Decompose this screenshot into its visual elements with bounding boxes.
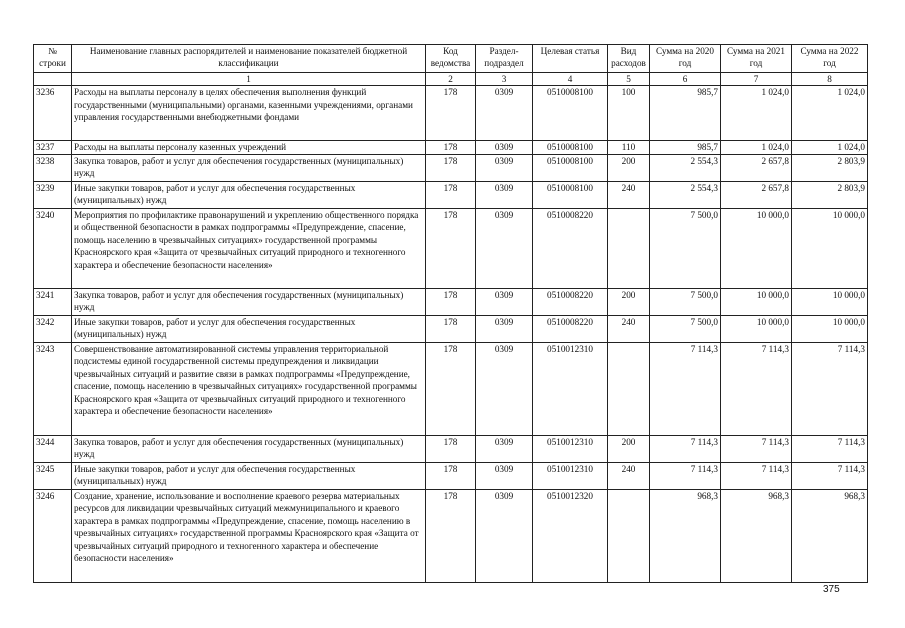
column-number-row [34, 73, 868, 86]
table-row [34, 288, 868, 315]
row-target: 0510012320 [533, 489, 608, 582]
row-section: 0309 [476, 208, 533, 288]
column-number-blank [34, 73, 72, 86]
row-number: 3238 [34, 154, 72, 181]
column-number: 1 [72, 73, 426, 86]
row-sum-2022: 7 114,3 [792, 462, 868, 489]
table-row [34, 342, 868, 435]
row-section: 0309 [476, 435, 533, 462]
row-sum-2021: 1 024,0 [721, 141, 792, 155]
row-section: 0309 [476, 288, 533, 315]
table-row [34, 181, 868, 208]
table-row [34, 86, 868, 141]
row-sum-2022: 7 114,3 [792, 342, 868, 435]
row-sum-2022: 7 114,3 [792, 435, 868, 462]
row-sum-2021: 10 000,0 [721, 288, 792, 315]
row-type: 240 [608, 181, 650, 208]
row-sum-2020: 985,7 [650, 141, 721, 155]
row-type [608, 208, 650, 288]
row-sum-2020: 7 114,3 [650, 435, 721, 462]
table-header-row [34, 45, 868, 73]
row-type [608, 342, 650, 435]
table-row [34, 462, 868, 489]
row-target: 0510012310 [533, 435, 608, 462]
row-target: 0510008220 [533, 315, 608, 342]
table-row [34, 208, 868, 288]
row-section: 0309 [476, 181, 533, 208]
table-body [34, 86, 868, 583]
row-code: 178 [426, 86, 476, 141]
column-number: 7 [721, 73, 792, 86]
row-code: 178 [426, 315, 476, 342]
row-name: Закупка товаров, работ и услуг для обеспечения государственных (муниципальных) нужд [72, 154, 426, 181]
row-number: 3246 [34, 489, 72, 582]
table-row [34, 489, 868, 582]
row-sum-2020: 985,7 [650, 86, 721, 141]
row-type: 200 [608, 435, 650, 462]
row-number: 3243 [34, 342, 72, 435]
table-row [34, 141, 868, 155]
row-section: 0309 [476, 489, 533, 582]
row-sum-2020: 968,3 [650, 489, 721, 582]
row-sum-2022: 10 000,0 [792, 288, 868, 315]
row-sum-2021: 968,3 [721, 489, 792, 582]
row-sum-2020: 7 500,0 [650, 315, 721, 342]
row-target: 0510012310 [533, 342, 608, 435]
row-name: Совершенствование автоматизированной системы управления территориальной подсистемы единой государственной системы предупреждения и ликвидации чрезвычайных ситуаций и развитие связи в рамках подпрограммы «Предупреждение, спасение, помощь населению в чрезвычайных ситуациях» государственной программы Красноярского края «Защита от чрезвычайных ситуаций природного и техногенного характера и обеспечение безопасности населения» [72, 342, 426, 435]
row-target: 0510008100 [533, 141, 608, 155]
header-row-number: № строки [34, 45, 72, 73]
row-sum-2022: 2 803,9 [792, 154, 868, 181]
row-type: 240 [608, 315, 650, 342]
row-sum-2022: 2 803,9 [792, 181, 868, 208]
row-type: 200 [608, 154, 650, 181]
row-sum-2022: 10 000,0 [792, 315, 868, 342]
row-target: 0510008100 [533, 181, 608, 208]
row-target: 0510012310 [533, 462, 608, 489]
row-type: 100 [608, 86, 650, 141]
row-number: 3239 [34, 181, 72, 208]
budget-table [33, 44, 868, 583]
header-sum-2022: Сумма на 2022 год [792, 45, 868, 73]
row-section: 0309 [476, 154, 533, 181]
row-sum-2021: 2 657,8 [721, 181, 792, 208]
header-expense-type: Вид расходов [608, 45, 650, 73]
row-sum-2021: 1 024,0 [721, 86, 792, 141]
row-name: Закупка товаров, работ и услуг для обеспечения государственных (муниципальных) нужд [72, 435, 426, 462]
row-name: Расходы на выплаты персоналу в целях обеспечения выполнения функций государственными (муниципальными) органами, казенными учреждениями, органами управления государственными внебюджетными фондами [72, 86, 426, 141]
header-section: Раздел-подраздел [476, 45, 533, 73]
row-sum-2020: 2 554,3 [650, 181, 721, 208]
row-sum-2020: 7 500,0 [650, 208, 721, 288]
row-sum-2021: 2 657,8 [721, 154, 792, 181]
row-section: 0309 [476, 315, 533, 342]
table-row [34, 435, 868, 462]
table-row [34, 154, 868, 181]
row-type: 200 [608, 288, 650, 315]
row-sum-2022: 968,3 [792, 489, 868, 582]
row-code: 178 [426, 435, 476, 462]
row-number: 3244 [34, 435, 72, 462]
row-code: 178 [426, 181, 476, 208]
row-section: 0309 [476, 342, 533, 435]
column-number: 4 [533, 73, 608, 86]
row-code: 178 [426, 342, 476, 435]
column-number: 2 [426, 73, 476, 86]
row-sum-2022: 10 000,0 [792, 208, 868, 288]
row-number: 3242 [34, 315, 72, 342]
row-section: 0309 [476, 86, 533, 141]
row-type: 110 [608, 141, 650, 155]
row-name: Иные закупки товаров, работ и услуг для обеспечения государственных (муниципальных) нужд [72, 462, 426, 489]
header-name: Наименование главных распорядителей и наименование показателей бюджетной классификации [72, 45, 426, 73]
row-code: 178 [426, 462, 476, 489]
row-sum-2020: 2 554,3 [650, 154, 721, 181]
row-code: 178 [426, 288, 476, 315]
row-number: 3240 [34, 208, 72, 288]
row-sum-2021: 7 114,3 [721, 435, 792, 462]
header-sum-2020: Сумма на 2020 год [650, 45, 721, 73]
row-sum-2021: 7 114,3 [721, 462, 792, 489]
row-name: Мероприятия по профилактике правонарушений и укреплению общественного порядка и общественной безопасности в рамках подпрограммы «Предупреждение, спасение, помощь населению в чрезвычайных ситуациях» государственной программы Красноярского края «Защита от чрезвычайных ситуаций природного и техногенного характера и обеспечение безопасности населения» [72, 208, 426, 288]
row-sum-2020: 7 114,3 [650, 342, 721, 435]
row-target: 0510008100 [533, 86, 608, 141]
row-sum-2020: 7 500,0 [650, 288, 721, 315]
row-type: 240 [608, 462, 650, 489]
row-name: Создание, хранение, использование и восполнение краевого резерва материальных ресурсов для ликвидации чрезвычайных ситуаций межмуниципального и краевого характера в рамках подпрограммы «Предупреждение, спасение, помощь населению в чрезвычайных ситуациях» государственной программы Красноярского края «Защита от чрезвычайных ситуаций природного и техногенного характера и обеспечение безопасности населения» [72, 489, 426, 582]
row-target: 0510008100 [533, 154, 608, 181]
row-sum-2022: 1 024,0 [792, 86, 868, 141]
row-type [608, 489, 650, 582]
row-target: 0510008220 [533, 208, 608, 288]
row-sum-2021: 7 114,3 [721, 342, 792, 435]
column-number: 8 [792, 73, 868, 86]
row-number: 3236 [34, 86, 72, 141]
row-name: Иные закупки товаров, работ и услуг для обеспечения государственных (муниципальных) нужд [72, 181, 426, 208]
row-sum-2020: 7 114,3 [650, 462, 721, 489]
row-code: 178 [426, 489, 476, 582]
row-sum-2021: 10 000,0 [721, 315, 792, 342]
table-row [34, 315, 868, 342]
header-sum-2021: Сумма на 2021 год [721, 45, 792, 73]
header-target-article: Целевая статья [533, 45, 608, 73]
page-number: 375 [823, 584, 840, 595]
row-number: 3241 [34, 288, 72, 315]
row-section: 0309 [476, 141, 533, 155]
row-name: Иные закупки товаров, работ и услуг для обеспечения государственных (муниципальных) нужд [72, 315, 426, 342]
row-number: 3237 [34, 141, 72, 155]
column-number: 3 [476, 73, 533, 86]
row-name: Расходы на выплаты персоналу казенных учреждений [72, 141, 426, 155]
row-code: 178 [426, 154, 476, 181]
row-code: 178 [426, 141, 476, 155]
row-target: 0510008220 [533, 288, 608, 315]
header-department-code: Код ведомства [426, 45, 476, 73]
column-number: 6 [650, 73, 721, 86]
row-section: 0309 [476, 462, 533, 489]
row-number: 3245 [34, 462, 72, 489]
row-sum-2021: 10 000,0 [721, 208, 792, 288]
row-code: 178 [426, 208, 476, 288]
row-name: Закупка товаров, работ и услуг для обеспечения государственных (муниципальных) нужд [72, 288, 426, 315]
column-number: 5 [608, 73, 650, 86]
row-sum-2022: 1 024,0 [792, 141, 868, 155]
